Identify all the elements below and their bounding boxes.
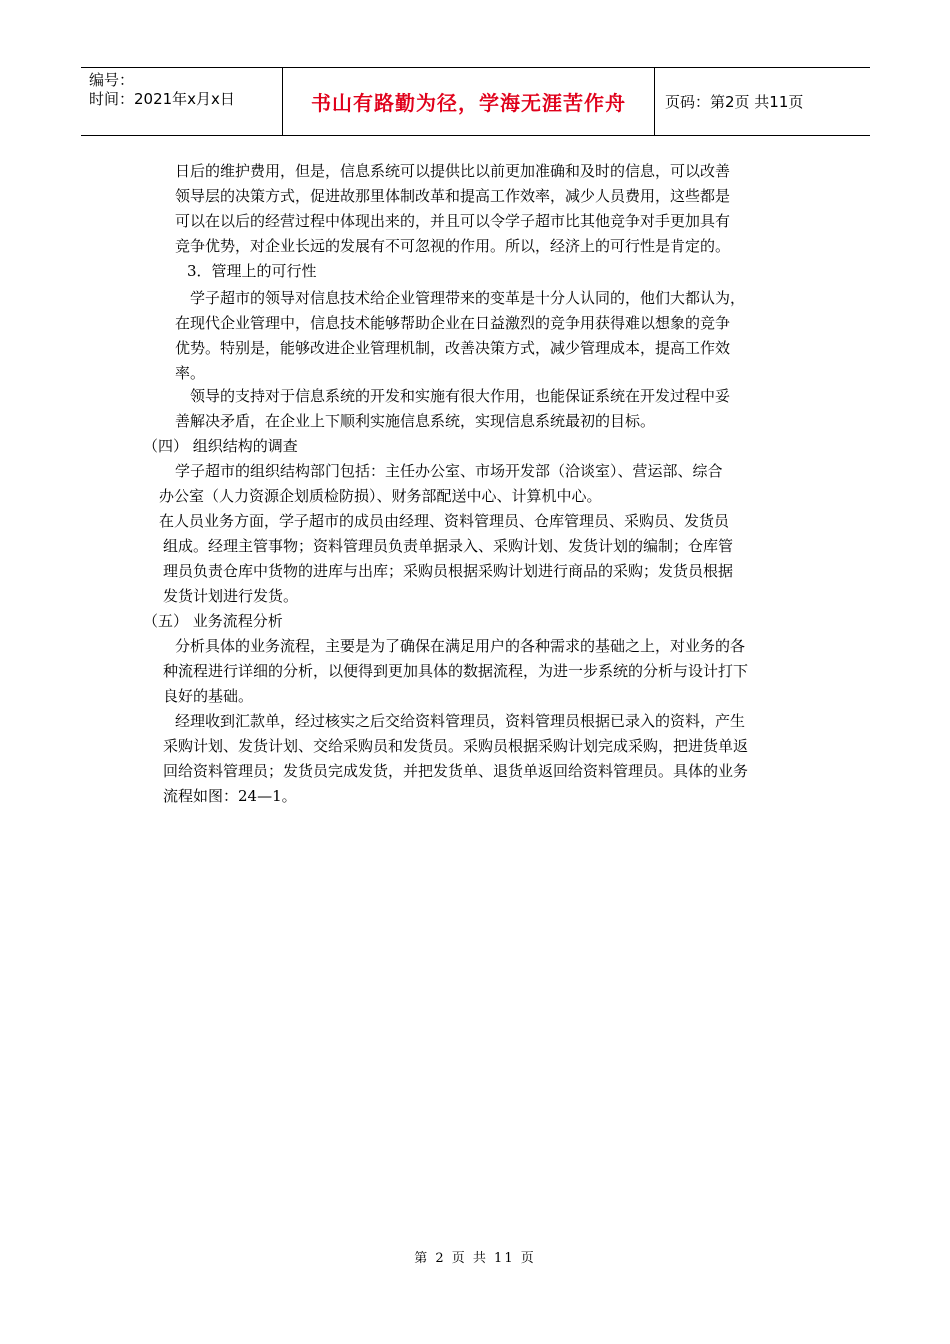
body-line: 回给资料管理员；发货员完成发货，并把发货单、退货单返回给资料管理员。具体的业务 [163,762,749,780]
body-line: 在现代企业管理中，信息技术能够帮助企业在日益激烈的竞争用获得难以想象的竞争 [175,314,731,332]
body-line: 组成。经理主管事物；资料管理员负责单据录入、采购计划、发货计划的编制；仓库管 [163,537,734,555]
body-line: 采购计划、发货计划、交给采购员和发货员。采购员根据采购计划完成采购，把进货单返 [163,737,749,755]
body-line: 善解决矛盾，在企业上下顺利实施信息系统，实现信息系统最初的目标。 [175,412,656,430]
body-line: 流程如图：24—1。 [163,787,297,805]
header-page-info: 页码：第2页 共11页 [665,93,804,111]
document-number-label: 编号： [89,71,135,89]
body-line: 分析具体的业务流程，主要是为了确保在满足用户的各种需求的基础之上，对业务的各 [175,637,746,655]
section-heading: （五） 业务流程分析 [143,612,283,630]
page-footer: 第 2 页 共 11 页 [414,1251,536,1266]
body-line: 经理收到汇款单，经过核实之后交给资料管理员，资料管理员根据已录入的资料，产生 [175,712,746,730]
body-line: 优势。特别是，能够改进企业管理机制，改善决策方式，减少管理成本，提高工作效 [175,339,731,357]
document-time-label: 时间：2021年x月x日 [89,90,235,108]
body-line: 领导层的决策方式，促进故那里体制改革和提高工作效率，减少人员费用，这些都是 [175,187,731,205]
body-line: 良好的基础。 [163,687,254,705]
body-line: 办公室（人力资源企划质检防损）、财务部配送中心、计算机中心。 [159,487,602,505]
body-line: 可以在以后的经营过程中体现出来的，并且可以令学子超市比其他竞争对手更加具有 [175,212,731,230]
body-line: 理员负责仓库中货物的进库与出库；采购员根据采购计划进行商品的采购；发货员根据 [163,562,734,580]
header-motto-cell [282,68,655,135]
body-line: 学子超市的领导对信息技术给企业管理带来的变革是十分人认同的，他们大都认为， [190,289,746,307]
body-line: 种流程进行详细的分析，以便得到更加具体的数据流程，为进一步系统的分析与设计打下 [163,662,749,680]
body-line: 学子超市的组织结构部门包括：主任办公室、市场开发部（洽谈室）、营运部、综合 [175,462,723,480]
body-line: 发货计划进行发货。 [163,587,299,605]
body-line: 率。 [175,364,206,382]
body-line: 日后的维护费用，但是，信息系统可以提供比以前更加准确和及时的信息，可以改善 [175,162,731,180]
header-meta [81,68,282,135]
section-heading: （四） 组织结构的调查 [143,437,298,455]
header-motto: 书山有路勤为径，学海无涯苦作舟 [311,91,626,115]
body-line: 在人员业务方面，学子超市的成员由经理、资料管理员、仓库管理员、采购员、发货员 [159,512,730,530]
section-heading: 3．管理上的可行性 [187,262,317,280]
body-line: 竞争优势，对企业长远的发展有不可忽视的作用。所以，经济上的可行性是肯定的。 [175,237,731,255]
header-table [81,67,870,136]
body-line: 领导的支持对于信息系统的开发和实施有很大作用，也能保证系统在开发过程中妥 [190,387,731,405]
